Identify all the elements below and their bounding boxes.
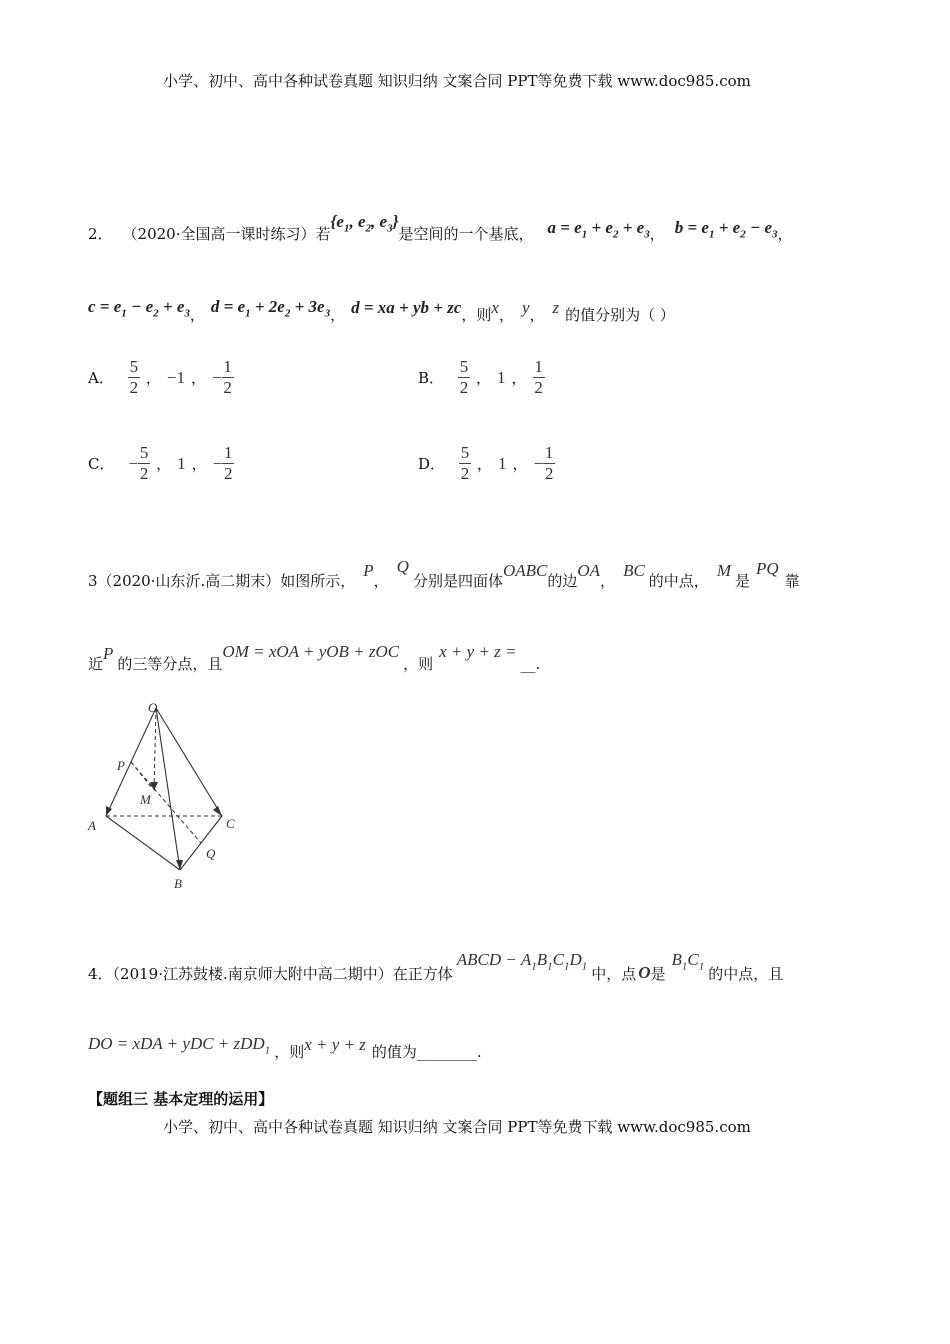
basis-set-formula: {$e_1$, $e_2$, $e_3$} bbox=[330, 212, 399, 235]
label-a: A bbox=[88, 818, 96, 833]
formula-b: $b = e_1 + e_2 - e_3$ bbox=[674, 218, 778, 241]
label-q: Q bbox=[206, 846, 216, 861]
label-m: M bbox=[140, 792, 151, 807]
edge-ob bbox=[156, 708, 180, 870]
page-header: 小学、初中、高中各种试卷真题 知识归纳 文案合同 PPT等免费下载 www.doc985.com bbox=[163, 72, 751, 90]
question-4-line-2: DO = xDA + yDC + zDD$_1$ ，则 x + y + z 的值为________. bbox=[88, 1034, 482, 1061]
question-4-line-1: 4．（2019·江苏鼓楼.南京师大附中高二期中）在正方体 ABCD − $A_1B_1C_1D_1$ 中，点 O 是 $B_1C_1$ 的中点，且 bbox=[88, 950, 784, 983]
question-3-line-2: 近 P 的三等分点，且 OM = xOA + yOB + zOC ，则 x + y + z = __. bbox=[88, 641, 541, 673]
option-d[interactable]: D． $\frac{5}{2}$ ， 1 ， − $\frac{1}{2}$ bbox=[418, 443, 554, 483]
vector-om-dashed bbox=[154, 708, 156, 790]
comma: ， bbox=[189, 305, 205, 324]
values-question-text: 的值分别为（ ） bbox=[565, 305, 675, 324]
edge-oc bbox=[156, 708, 222, 816]
question-3-line-1: 3（2020·山东沂.高二期末）如图所示， P ， Q 分别是四面体 OABC 的边 OA ， BC 的中点， M 是 PQ 靠 bbox=[88, 556, 800, 590]
label-c: C bbox=[226, 816, 235, 831]
then-text: ，则 bbox=[461, 305, 492, 324]
formula-om: OM = xOA + yOB + zOC bbox=[222, 641, 400, 661]
question-2-line-1 bbox=[88, 212, 793, 244]
section-heading: 【题组三 基本定理的运用】 bbox=[88, 1090, 274, 1108]
option-c[interactable]: C． − $\frac{5}{2}$ ， 1 ， − $\frac{1}{2}$ bbox=[88, 443, 233, 483]
label-b: B bbox=[174, 876, 182, 891]
formula-d: $d = e_1 + 2e_2 + 3e_3$ bbox=[210, 297, 331, 320]
comma: ， bbox=[330, 305, 346, 324]
comma: ， bbox=[777, 224, 793, 243]
segment-pm-dashed bbox=[131, 762, 152, 788]
label-p: P bbox=[117, 758, 125, 773]
formula-a: $a = e_1 + e_2 + e_3$ bbox=[547, 218, 650, 241]
question-2-source: （2020·全国高一课时练习）若 bbox=[122, 224, 331, 243]
basis-text: 是空间的一个基底， bbox=[398, 224, 534, 243]
option-b[interactable]: B． $\frac{5}{2}$ ， 1 ， $\frac{1}{2}$ bbox=[418, 357, 543, 397]
page-footer: 小学、初中、高中各种试卷真题 知识归纳 文案合同 PPT等免费下载 www.doc985.com bbox=[163, 1118, 751, 1136]
formula-d-decomposition: d = xa + yb + zc bbox=[351, 298, 462, 318]
formula-c: $c = e_1 - e_2 + e_3$ bbox=[88, 297, 190, 320]
comma: ， bbox=[649, 224, 665, 243]
tetrahedron-figure bbox=[82, 698, 252, 894]
formula-do: DO = xDA + yDC + zDD$_1$ bbox=[88, 1034, 271, 1057]
question-2-number: 2． bbox=[88, 224, 113, 243]
question-2-line-2: $c = e_1 - e_2 + e_3$ ， $d = e_1 + 2e_2 + 3e_3$ ， d = xa + yb + zc ，则 x ， y ， z 的值分别为（ ） bbox=[88, 297, 675, 324]
option-a[interactable]: A． $\frac{5}{2}$ ， −1 ， − $\frac{1}{2}$ bbox=[88, 357, 232, 397]
edge-ab bbox=[106, 816, 180, 870]
label-o: O bbox=[148, 700, 158, 715]
formula-cube: ABCD − $A_1B_1C_1D_1$ bbox=[456, 950, 588, 973]
